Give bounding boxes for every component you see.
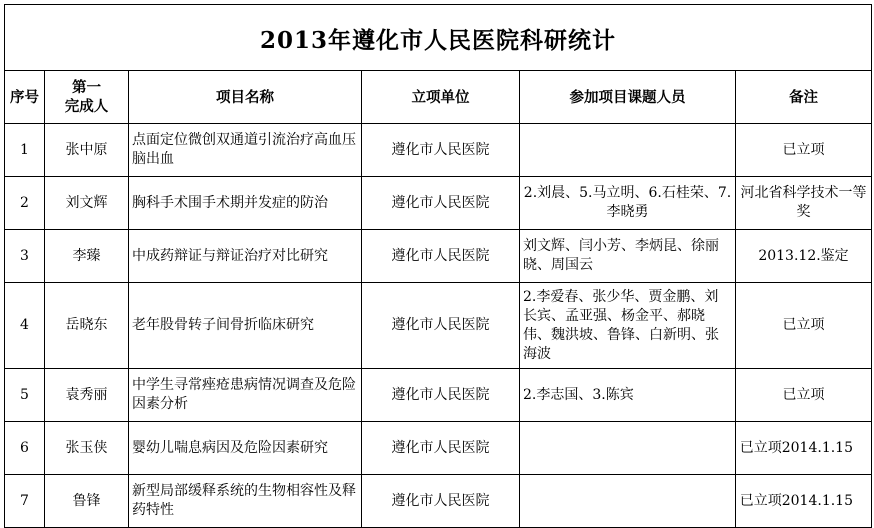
cell-project: 中成药辩证与辩证治疗对比研究 [129,230,362,283]
cell-person: 李臻 [45,230,129,283]
header-project: 项目名称 [129,71,362,124]
cell-no: 7 [5,475,45,528]
cell-note: 已立项 [736,283,872,369]
cell-project: 点面定位微创双通道引流治疗高血压脑出血 [129,124,362,177]
cell-members [520,124,736,177]
table-row [5,475,872,528]
header-no: 序号 [5,71,45,124]
cell-note: 已立项2014.1.15 [736,422,872,475]
table-row [5,422,872,475]
cell-project: 婴幼儿喘息病因及危险因素研究 [129,422,362,475]
table-row [5,369,872,422]
cell-unit: 遵化市人民医院 [362,124,520,177]
cell-note: 已立项 [736,369,872,422]
header-row [5,71,872,124]
cell-no: 3 [5,230,45,283]
table-row [5,283,872,369]
header-person [45,71,129,124]
header-unit: 立项单位 [362,71,520,124]
cell-person: 袁秀丽 [45,369,129,422]
cell-note: 已立项2014.1.15 [736,475,872,528]
cell-note: 已立项 [736,124,872,177]
cell-project: 中学生寻常痤疮患病情况调查及危险因素分析 [129,369,362,422]
cell-unit: 遵化市人民医院 [362,283,520,369]
cell-unit: 遵化市人民医院 [362,230,520,283]
header-members: 参加项目课题人员 [520,71,736,124]
cell-no: 6 [5,422,45,475]
cell-members [520,422,736,475]
table-row [5,177,872,230]
sheet-title: 2013年遵化市人民医院科研统计 [259,26,616,54]
cell-members: 2.刘晨、5.马立明、6.石桂荣、7.李晓勇 [520,177,736,230]
cell-members: 刘文辉、闫小芳、李炳昆、徐丽晓、周国云 [520,230,736,283]
cell-no: 5 [5,369,45,422]
cell-project: 新型局部缓释系统的生物相容性及释药特性 [129,475,362,528]
cell-members [520,475,736,528]
cell-no: 1 [5,124,45,177]
cell-note: 河北省科学技术一等奖 [736,177,872,230]
cell-person: 刘文辉 [45,177,129,230]
cell-person: 岳晓东 [45,283,129,369]
cell-unit: 遵化市人民医院 [362,422,520,475]
cell-project: 老年股骨转子间骨折临床研究 [129,283,362,369]
cell-note: 2013.12.鉴定 [736,230,872,283]
header-note: 备注 [736,71,872,124]
research-table [4,70,872,528]
cell-unit: 遵化市人民医院 [362,369,520,422]
cell-unit: 遵化市人民医院 [362,475,520,528]
title-row [4,4,872,71]
cell-person: 鲁锋 [45,475,129,528]
cell-project: 胸科手术围手术期并发症的防治 [129,177,362,230]
cell-members: 2.李志国、3.陈宾 [520,369,736,422]
header-person-label: 第一 完成人 [64,79,109,115]
cell-no: 2 [5,177,45,230]
cell-person: 张中原 [45,124,129,177]
cell-person: 张玉侠 [45,422,129,475]
cell-unit: 遵化市人民医院 [362,177,520,230]
table-row [5,230,872,283]
table-row [5,124,872,177]
cell-members: 2.李爱春、张少华、贾金鹏、刘长宾、孟亚强、杨金平、郝晓伟、魏洪坡、鲁锋、白新明、张海波 [520,283,736,369]
cell-no: 4 [5,283,45,369]
